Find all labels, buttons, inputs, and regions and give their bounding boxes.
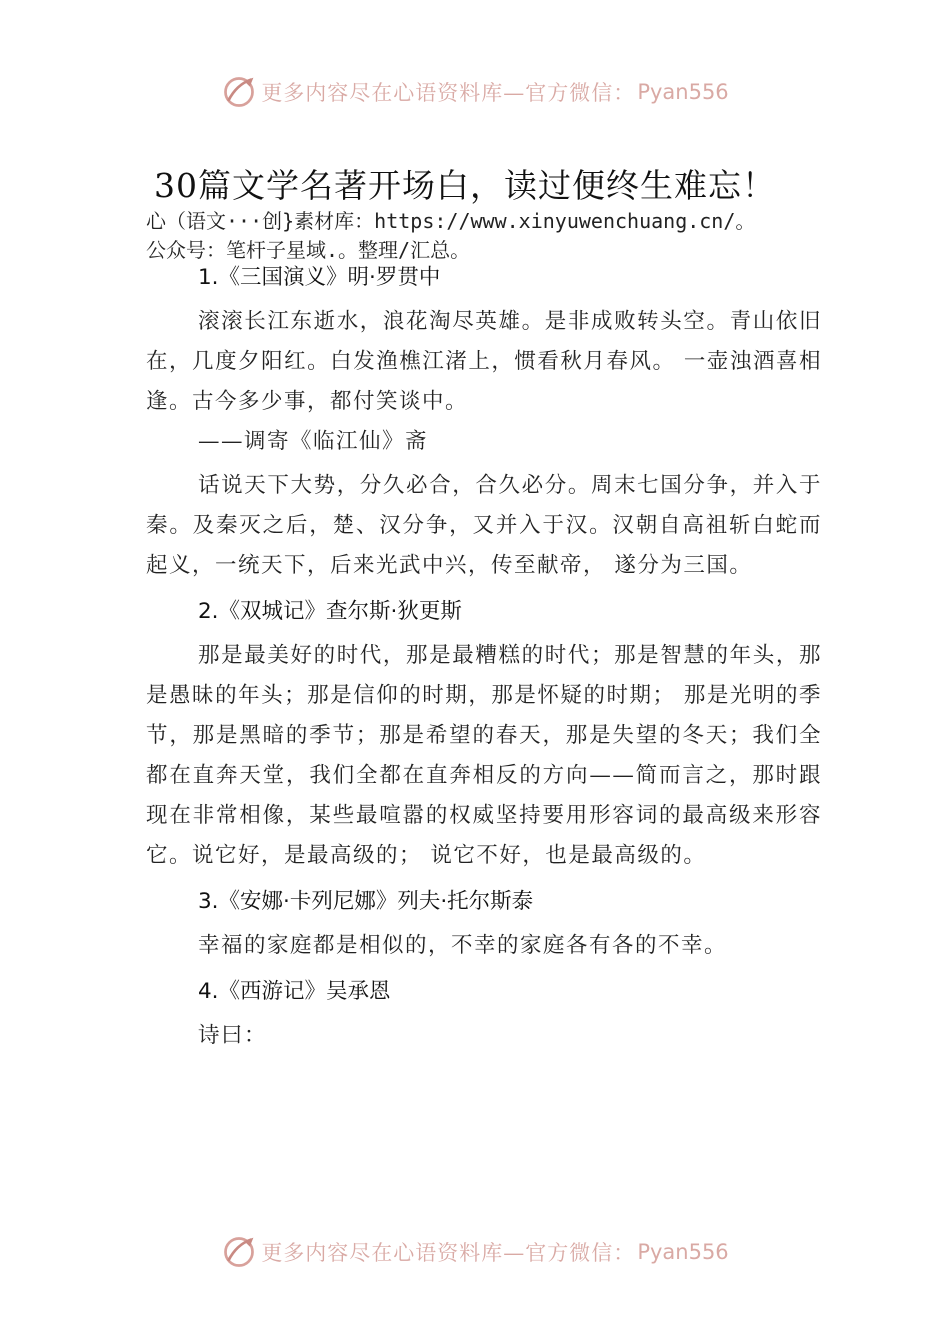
watermark-wechat-id: Pyan556 — [637, 80, 729, 104]
account-line: 公众号：笔杆子星域.。整理/汇总。 — [146, 238, 471, 262]
section-heading-3: 3.《安娜·卡列尼娜》列夫·托尔斯泰 — [198, 889, 534, 914]
section-1-paragraph-1: 滚滚长江东逝水，浪花淘尽英雄。是非成败转头空。青山依旧在，几度夕阳红。白发渔樵江渚上，惯看秋月春风。 一壶浊酒喜相逢。古今多少事，都付笑谈中。 — [146, 309, 822, 414]
watermark-logo-icon — [221, 74, 257, 110]
section-heading-4: 4.《西游记》吴承恩 — [198, 979, 391, 1004]
watermark-text: 更多内容尽在心语资料库—官方微信： — [261, 81, 636, 105]
section-2-paragraph-1: 那是最美好的时代，那是最糟糕的时代；那是智慧的年头，那是愚昧的年头；那是信仰的时期，那是怀疑的时期； 那是光明的季节，那是黑暗的季节；那是希望的春天，那是失望的冬天；我们全都在直奔天堂，我们全都在直奔相反的方向——简而言之，那时跟现在非常相像，某些最喧嚣的权威坚持要用形容词的最高级来形容它。说它好，是最高级的； 说它不好，也是最高级的。 — [146, 643, 822, 868]
source-line: 心（语文···创}素材库：https://www.xinyuwenchuang.cn/。 — [146, 209, 756, 233]
section-1-signature: ——调寄《临江仙》斋 — [198, 429, 429, 454]
section-heading-1: 1.《三国演义》明·罗贯中 — [198, 265, 441, 290]
watermark-text: 更多内容尽在心语资料库—官方微信： — [261, 1241, 636, 1265]
document-body — [146, 258, 822, 1056]
watermark-header — [0, 72, 950, 112]
watermark-logo-icon — [221, 1234, 257, 1270]
section-1-paragraph-2: 话说天下大势，分久必合，合久必分。周末七国分争，并入于秦。及秦灭之后，楚、汉分争，又并入于汉。汉朝自高祖斩白蛇而起义，一统天下，后来光武中兴，传至献帝， 遂分为三国。 — [146, 473, 822, 578]
watermark-wechat-id: Pyan556 — [637, 1240, 729, 1264]
section-heading-2: 2.《双城记》查尔斯·狄更斯 — [198, 599, 462, 624]
document-title: 30篇文学名著开场白，读过便终生难忘！ — [154, 166, 776, 205]
section-4-paragraph-1: 诗曰： — [198, 1023, 268, 1048]
section-3-paragraph-1: 幸福的家庭都是相似的，不幸的家庭各有各的不幸。 — [198, 933, 728, 958]
watermark-footer — [0, 1232, 950, 1272]
